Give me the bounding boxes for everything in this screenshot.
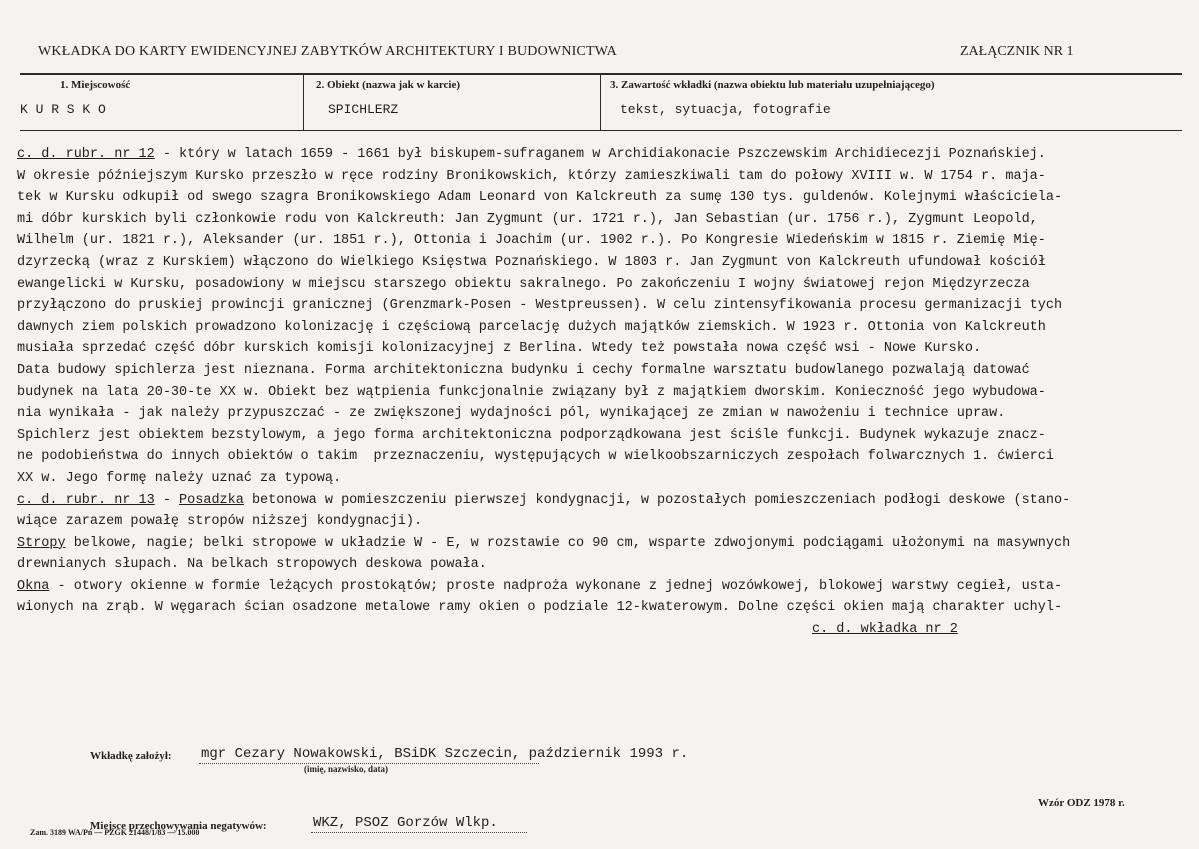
text-line: tek w Kursku odkupił od swego szagra Bronikowskiego Adam Leonard von Kalckreuth za sumę 130 tys. guldenów. Kolejnymi właściciela- — [17, 190, 1063, 206]
created-by-hint: (imię, nazwisko, data) — [304, 764, 388, 774]
line-text: belkowe, nagie; belki stropowe w układzie W - E, w rozstawie co 90 cm, wsparte zdwojonymi podciągami ułożonymi na masywnych — [65, 535, 1071, 551]
separator: - — [154, 492, 180, 508]
text-line: dzyrzecką (wraz z Kurskiem) włączono do Wielkiego Księstwa Poznańskiego. W 1803 r. Jan Zygmunt von Kalckreuth ufundował kościół — [17, 254, 1046, 270]
continuation-note: c. d. wkładka nr 2 — [812, 622, 958, 638]
text-line: XX w. Jego formę należy uznać za typową. — [17, 470, 342, 486]
locality-label: 1. Miejscowość — [60, 79, 131, 91]
section-reference: c. d. rubr. nr 13 — [17, 492, 155, 508]
text-line: dawnych ziem polskich prowadzono kolonizację i częściową parcelację dużych majątków ziemskich. W 1923 r. Ottonia von Kalckreuth — [17, 319, 1046, 335]
header-bottom-rule — [20, 130, 1182, 131]
text-line: nia wynikała - jak należy przypuszczać - ze zwiększonej wydajności pól, wynikającej ze zmian w nawożeniu i technice upraw. — [17, 406, 1006, 422]
line-text: - otwory okienne w formie leżących prostokątów; proste nadproża wykonane z jednej wozówkowej, blokowej warstwy cegieł, usta- — [49, 578, 1063, 594]
contents-value: tekst, sytuacja, fotografie — [620, 102, 831, 117]
text-line: Spichlerz jest obiektem bezstylowym, a jego forma architektoniczna podporządkowana jest ściśle funkcji. Budynek wykazuje znacz- — [17, 427, 1046, 443]
dotted-underline — [311, 832, 527, 833]
text-line — [17, 533, 1187, 555]
text-line — [17, 619, 1187, 641]
object-value: SPICHLERZ — [328, 102, 399, 117]
attachment-number: ZAŁĄCZNIK NR 1 — [960, 44, 1074, 59]
text-line: budynek na lata 20-30-te XX w. Obiekt bez wątpienia funkcjonalnie związany był z majątkiem dworskim. Konieczność jego wybudowa- — [17, 384, 1046, 400]
text-line: musiała sprzedać część dóbr kurskich komisji kolonizacyjnej z Berlina. Wtedy też powstała nowa część wsi - Nowe Kursko. — [17, 341, 982, 357]
line-text: betonowa w pomieszczeniu pierwszej kondygnacji, w pozostałych pomieszczeniach podłogi deskowe (stano- — [243, 492, 1071, 508]
print-info: Zam. 3189 WA/Pń — PZGK 21448/1/83 — 15.000 — [30, 828, 200, 837]
created-by-label: Wkładkę założył: — [90, 750, 172, 762]
negatives-location-value: WKZ, PSOZ Gorzów Wlkp. — [313, 815, 498, 831]
text-line: ewangelicki w Kursku, posadowiony w miejscu starszego obiektu sakralnego. Po zakończeniu I wojny światowej rejon Międzyrzecza — [17, 276, 1030, 292]
text-line — [17, 490, 1187, 512]
text-line: Wilhelm (ur. 1821 r.), Aleksander (ur. 1851 r.), Ottonia i Joachim (ur. 1902 r.). Po Kongresie Wiedeńskim w 1815 r. Ziemię Mię- — [17, 233, 1046, 249]
body-text — [17, 144, 1187, 641]
object-label: 2. Obiekt (nazwa jak w karcie) — [316, 79, 461, 91]
locality-value: K U R S K O — [20, 102, 106, 117]
text-line: Data budowy spichlerza jest nieznana. Forma architektoniczna budynku i cechy formalne warsztatu budowlanego pozwalają datować — [17, 362, 1030, 378]
created-by-value: mgr Cezary Nowakowski, BSiDK Szczecin, październik 1993 r. — [201, 746, 689, 762]
line-text: - który w latach 1659 - 1661 był biskupem-sufraganem w Archidiakonacie Pszczewskim Archidiecezji Poznańskiej. — [154, 147, 1046, 162]
text-line — [17, 144, 1187, 166]
column-divider — [303, 74, 304, 130]
form-title: WKŁADKA DO KARTY EWIDENCYJNEJ ZABYTKÓW ARCHITEKTURY I BUDOWNICTWA — [38, 44, 617, 59]
text-line: mi dóbr kurskich byli członkowie rodu von Kalckreuth: Jan Zygmunt (ur. 1721 r.), Jan Sebastian (ur. 1756 r.), Zygmunt Leopold, — [17, 211, 1038, 227]
form-model: Wzór ODZ 1978 r. — [1038, 797, 1125, 809]
text-line: przyłączono do pruskiej prowincji granicznej (Grenzmark-Posen - Westpreussen). W celu zintensyfikowania procesu germanizacji tych — [17, 298, 1063, 314]
text-line: W okresie późniejszym Kursko przeszło w ręce rodziny Bronikowskich, którzy zamieszkiwali tam do połowy XVIII w. W 1754 r. maja- — [17, 168, 1046, 184]
contents-label: 3. Zawartość wkładki (nazwa obiektu lub materiału uzupełniającego) — [610, 79, 935, 91]
text-line: wiące zarazem powałę stropów niższej kondygnacji). — [17, 514, 423, 530]
top-rule — [20, 73, 1182, 75]
text-line: ne podobieństwa do innych obiektów o takim przeznaczeniu, występujących w wielkoobszarniczych zespołach folwarcznych 1. ćwierci — [17, 449, 1054, 465]
term-heading: Stropy — [17, 535, 66, 551]
text-line — [17, 576, 1187, 598]
term-heading: Posadzka — [179, 492, 244, 508]
section-reference: c. d. rubr. nr 12 — [17, 147, 155, 162]
text-line: drewnianych słupach. Na belkach stropowych deskowa powała. — [17, 557, 487, 573]
term-heading: Okna — [17, 578, 50, 594]
text-line: wionych na zrąb. W węgarach ścian osadzone metalowe ramy okien o podziale 12-kwaterowym. Dolne części okien mają charakter uchyl- — [17, 600, 1063, 616]
column-divider — [600, 74, 601, 130]
negatives-location-label: Miejsce przechowywania negatywów: — [90, 820, 267, 832]
